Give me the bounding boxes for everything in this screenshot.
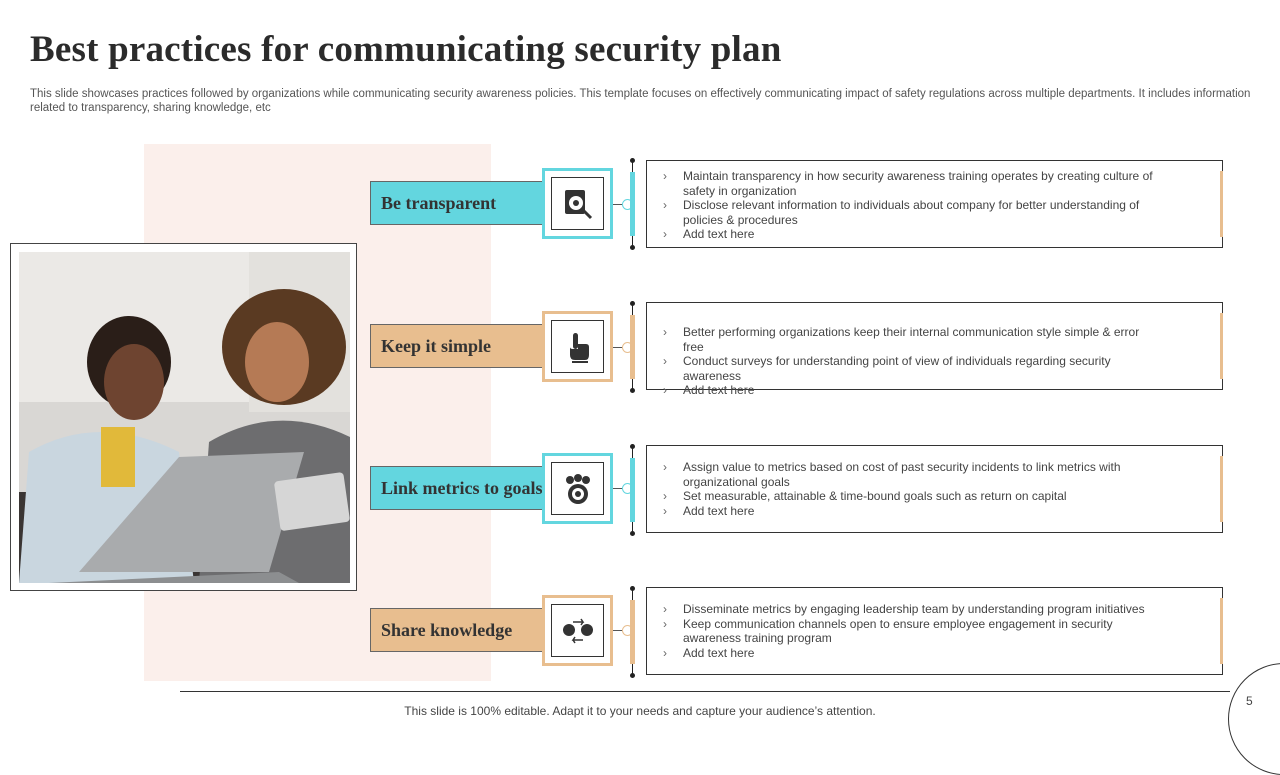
practice-details: [646, 445, 1223, 533]
practice-label: Link metrics to goals: [370, 466, 544, 510]
hand-pointer-icon: [561, 330, 595, 364]
practice-label: Be transparent: [370, 181, 544, 225]
team-target-icon: [561, 472, 595, 506]
practice-label: Keep it simple: [370, 324, 544, 368]
page-title: Best practices for communicating security plan: [30, 29, 782, 70]
practice-details: [646, 160, 1223, 248]
bullet-point: › Assign value to metrics based on cost of past security incidents to link metrics with organizational goals: [661, 460, 1162, 489]
practice-icon-frame: [542, 168, 613, 239]
bullet-point: › Keep communication channels open to ensure employee engagement in security awareness training program: [661, 617, 1162, 646]
practice-label: Share knowledge: [370, 608, 544, 652]
bullet-point: › Better performing organizations keep their internal communication style simple & error free: [661, 325, 1162, 354]
transparency-magnifier-icon: [561, 187, 595, 221]
knowledge-exchange-icon: [561, 614, 595, 648]
bullet-point: › Add text here: [661, 227, 1162, 242]
practice-row-keep-it-simple: [0, 297, 1280, 397]
bullet-point: › Add text here: [661, 383, 1162, 398]
footer-note: This slide is 100% editable. Adapt it to your needs and capture your audience’s attention.: [404, 704, 876, 718]
practice-icon-frame: [542, 595, 613, 666]
bullet-point: › Add text here: [661, 646, 1162, 661]
bullet-point: › Conduct surveys for understanding point of view of individuals regarding security awareness: [661, 354, 1162, 383]
footer-divider: [180, 691, 1230, 692]
page-subtitle: This slide showcases practices followed by organizations while communicating security awareness policies. This template focuses on effectively communicating impact of safety regulations across multiple departments. It includes information related to transparency, sharing knowledge, etc: [30, 88, 1251, 114]
practice-row-be-transparent: [0, 155, 1280, 255]
practice-row-link-metrics: [0, 440, 1280, 540]
bullet-point: › Disseminate metrics by engaging leadership team by understanding program initiatives: [661, 602, 1162, 617]
page-number: 5: [1246, 694, 1253, 708]
bullet-point: › Maintain transparency in how security awareness training operates by creating culture of safety in organization: [661, 169, 1162, 198]
bullet-point: › Add text here: [661, 504, 1162, 519]
practice-details: [646, 302, 1223, 397]
practice-icon-frame: [542, 453, 613, 524]
practice-details: [646, 587, 1223, 675]
practice-icon-frame: [542, 311, 613, 382]
bullet-point: › Disclose relevant information to individuals about company for better understanding of policies & procedures: [661, 198, 1162, 227]
practice-row-share-knowledge: [0, 582, 1280, 682]
bullet-point: › Set measurable, attainable & time-bound goals such as return on capital: [661, 489, 1162, 504]
